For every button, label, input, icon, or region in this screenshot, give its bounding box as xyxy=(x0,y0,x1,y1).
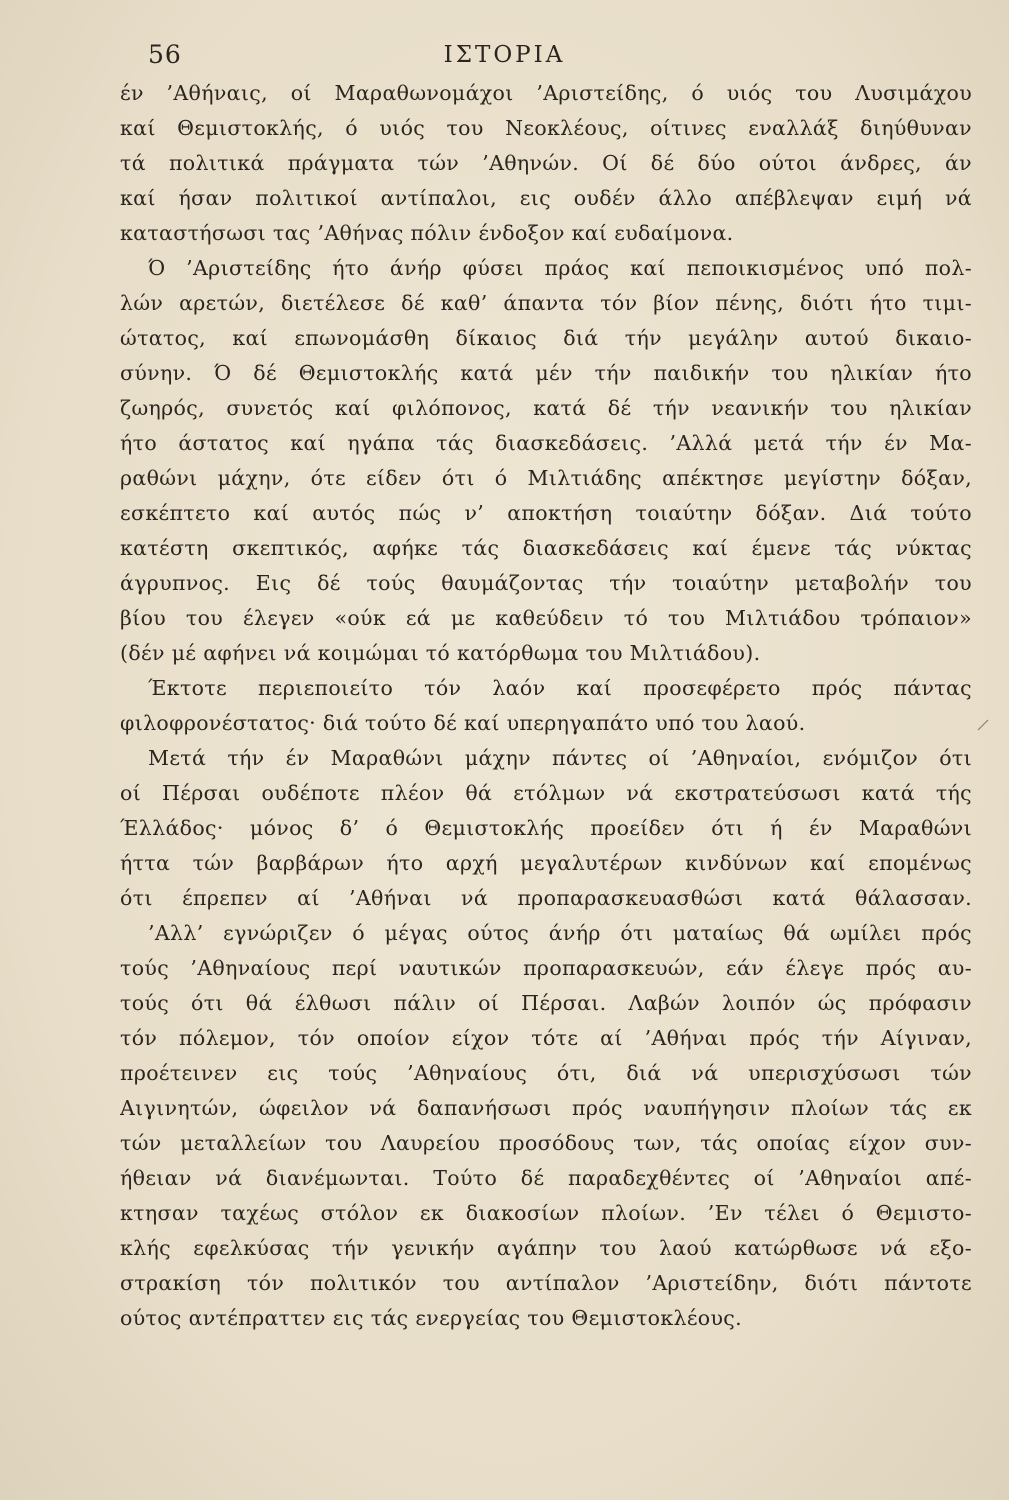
text-line: έν ’Αθήναις, οί Μαραθωνομάχοι ’Αριστείδης, ό υιός του Λυσιμάχου xyxy=(120,81,972,105)
text-line: στρακίση τόν πολιτικόν του αντίπαλον ’Αριστείδην, διότι πάντοτε xyxy=(120,1271,972,1295)
text-line: Μετά τήν έν Μαραθώνι μάχην πάντες οί ’Αθηναίοι, ενόμιζον ότι xyxy=(148,746,972,770)
text-line: Έλλάδος· μόνος δ’ ό Θεμιστοκλής προείδεν ότι ή έν Μαραθώνι xyxy=(120,816,972,840)
text-line: βίου του έλεγεν «ούκ εά με καθεύδειν τό του Μιλτιάδου τρόπαιον» xyxy=(120,606,972,630)
text-line: φιλοφρονέστατος· διά τούτο δέ καί υπερηγαπάτο υπό του λαού. xyxy=(120,711,806,735)
text-line: τών μεταλλείων του Λαυρείου προσόδους των, τάς οποίας είχον συν- xyxy=(120,1131,972,1155)
running-head: ΙΣΤΟΡΙΑ xyxy=(443,42,566,68)
text-line: τόν πόλεμον, τόν οποίον είχον τότε αί ’Αθήναι πρός τήν Αίγιναν, xyxy=(120,1026,972,1050)
text-line: ώτατος, καί επωνομάσθη δίκαιος διά τήν μεγάλην αυτού δικαιο- xyxy=(120,326,972,350)
text-line: ήτο άστατος καί ηγάπα τάς διασκεδάσεις. ’Αλλά μετά τήν έν Μα- xyxy=(120,431,972,455)
text-line: ήττα τών βαρβάρων ήτο αρχή μεγαλυτέρων κινδύνων καί επομένως xyxy=(120,851,972,875)
text-line: Έκτοτε περιεποιείτο τόν λαόν καί προσεφέρετο πρός πάντας xyxy=(148,676,972,700)
text-line: κατέστη σκεπτικός, αφήκε τάς διασκεδάσεις καί έμενε τάς νύκτας xyxy=(120,536,972,560)
pencil-mark-icon xyxy=(976,718,990,732)
text-line: οί Πέρσαι ουδέποτε πλέον θά ετόλμων νά εκστρατεύσωσι κατά τής xyxy=(120,781,972,805)
text-line: καί ήσαν πολιτικοί αντίπαλοι, εις ουδέν άλλο απέβλεψαν ειμή νά xyxy=(120,186,972,210)
text-line: (δέν μέ αφήνει νά κοιμώμαι τό κατόρθωμα του Μιλτιάδου). xyxy=(120,641,761,665)
text-line: Ό ’Αριστείδης ήτο άνήρ φύσει πράος καί πεποικισμένος υπό πολ- xyxy=(148,256,972,280)
text-line: κτησαν ταχέως στόλον εκ διακοσίων πλοίων. ’Εν τέλει ό Θεμιστο- xyxy=(120,1201,972,1225)
text-line: ραθώνι μάχην, ότε είδεν ότι ό Μιλτιάδης απέκτησε μεγίστην δόξαν, xyxy=(120,466,972,490)
text-line: λών αρετών, διετέλεσε δέ καθ’ άπαντα τόν βίον πένης, διότι ήτο τιμι- xyxy=(120,291,972,315)
text-line: καί Θεμιστοκλής, ό υιός του Νεοκλέους, οίτινες εναλλάξ διηύθυναν xyxy=(120,116,972,140)
body-text xyxy=(120,76,972,1336)
text-line: τούς ’Αθηναίους περί ναυτικών προπαρασκευών, εάν έλεγε πρός αυ- xyxy=(120,956,972,980)
text-line: τούς ότι θά έλθωσι πάλιν οί Πέρσαι. Λαβών λοιπόν ώς πρόφασιν xyxy=(120,991,972,1015)
text-line: σύνην. Ό δέ Θεμιστοκλής κατά μέν τήν παιδικήν του ηλικίαν ήτο xyxy=(120,361,972,385)
text-line: εσκέπτετο καί αυτός πώς ν’ αποκτήση τοιαύτην δόξαν. Διά τούτο xyxy=(120,501,972,525)
text-line: προέτεινεν εις τούς ’Αθηναίους ότι, διά νά υπερισχύσωσι τών xyxy=(120,1061,972,1085)
page-header xyxy=(0,38,1009,78)
text-line: άγρυπνος. Εις δέ τούς θαυμάζοντας τήν τοιαύτην μεταβολήν του xyxy=(120,571,972,595)
text-line: Αιγινητών, ώφειλον νά δαπανήσωσι πρός ναυπήγησιν πλοίων τάς εκ xyxy=(120,1096,972,1120)
text-line: ζωηρός, συνετός καί φιλόπονος, κατά δέ τήν νεανικήν του ηλικίαν xyxy=(120,396,972,420)
text-line: ούτος αντέπραττεν εις τάς ενεργείας του Θεμιστοκλέους. xyxy=(120,1306,742,1330)
text-line: τά πολιτικά πράγματα τών ’Αθηνών. Οί δέ δύο ούτοι άνδρες, άν xyxy=(120,151,972,175)
text-line: καταστήσωσι τας ’Αθήνας πόλιν ένδοξον καί ευδαίμονα. xyxy=(120,221,734,245)
text-line: ότι έπρεπεν αί ’Αθήναι νά προπαρασκευασθώσι κατά θάλασσαν. xyxy=(120,886,972,910)
page-number: 56 xyxy=(148,40,182,69)
text-line: ήθειαν νά διανέμωνται. Τούτο δέ παραδεχθέντες οί ’Αθηναίοι απέ- xyxy=(120,1166,972,1190)
text-line: κλής εφελκύσας τήν γενικήν αγάπην του λαού κατώρθωσε νά εξο- xyxy=(120,1236,972,1260)
text-line: ’Αλλ’ εγνώριζεν ό μέγας ούτος άνήρ ότι ματαίως θά ωμίλει πρός xyxy=(148,921,972,945)
